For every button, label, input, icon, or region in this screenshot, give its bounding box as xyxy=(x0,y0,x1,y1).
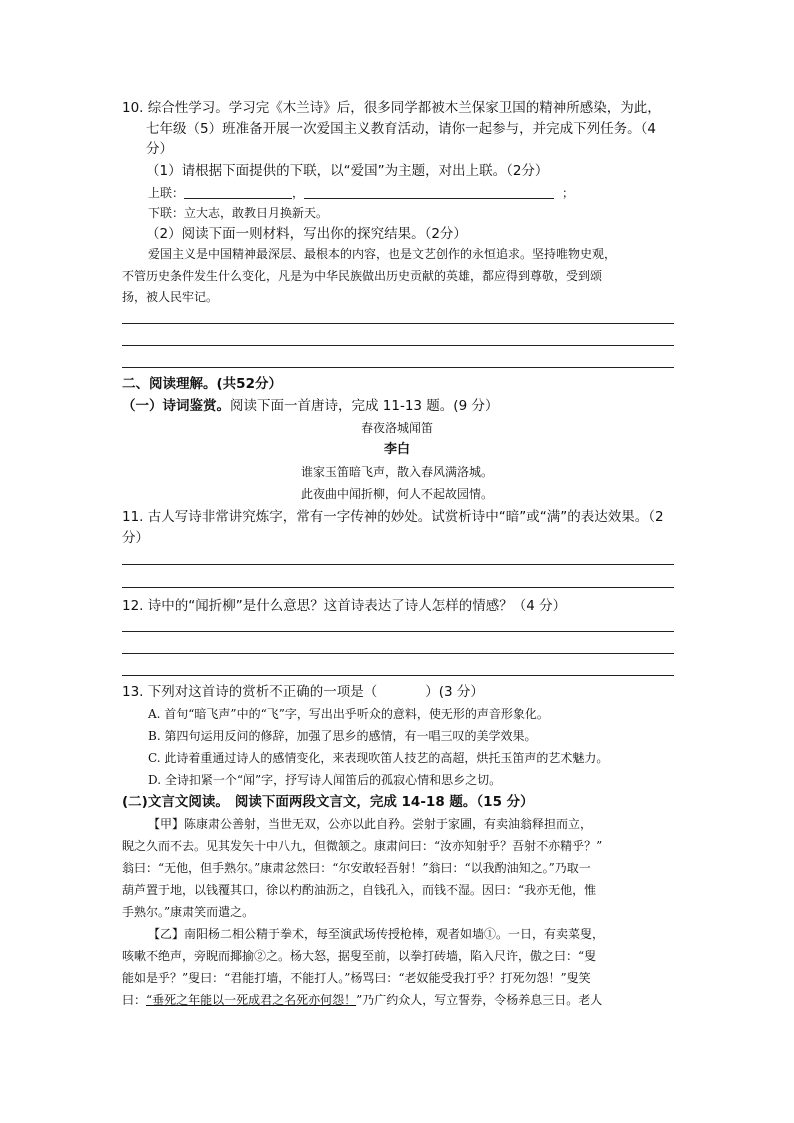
material-line3: 扬，被人民牢记。 xyxy=(122,290,219,304)
passage-yi-line3: 能如是乎？”叟曰：“君能打墙，不能打人。”杨骂曰：“老奴能受我打乎？打死勿怨！”叟笑 xyxy=(122,971,591,985)
q10-sub2: （2）阅读下面一则材料，写出你的探究结果。（2分） xyxy=(146,226,467,242)
part1-text: 阅读下面一首唐诗，完成 11-13 题。(9 分） xyxy=(230,398,499,414)
poem-author: 李白 xyxy=(383,442,410,457)
passage-jia-line1: 【甲】陈康肃公善射，当世无双，公亦以此自矜。尝射于家圃，有卖油翁释担而立， xyxy=(148,817,593,831)
section2-heading: 二、阅读理解。(共52分） xyxy=(122,376,282,392)
q13-option-c: C. 此诗着重通过诗人的感情变化，来表现吹笛人技艺的高超，烘托玉笛声的艺术魅力。 xyxy=(148,751,609,765)
passage-yi-line4 xyxy=(122,990,602,1010)
answer-line[interactable] xyxy=(122,631,674,632)
poem-line2: 此夜曲中闻折柳，何人不起故园情。 xyxy=(300,487,493,501)
upper-blank-2[interactable] xyxy=(304,184,554,199)
part2-label: (二)文言文阅读。 xyxy=(122,794,229,810)
answer-line[interactable] xyxy=(122,345,674,346)
answer-line[interactable] xyxy=(122,323,674,324)
couplet-lower: 下联：立大志，敢教日月换新天。 xyxy=(148,206,329,220)
poem-line1: 谁家玉笛暗飞声，散入春风满洛城。 xyxy=(300,465,493,479)
part2-heading xyxy=(122,792,534,812)
passage-yi-line1: 【乙】南阳杨二相公精于拳术，每至演武场传授枪棒，观者如墙①。一日，有卖菜叟， xyxy=(148,927,605,941)
q10-line3: 分） xyxy=(146,141,173,157)
passage-yi-line2: 咳嗽不绝声，旁睨而揶揄②之。杨大怒，据叟至前，以拳打砖墙，陷入尺许，傲之曰：“叟 xyxy=(122,949,597,963)
q13-stem-a: 13. 下列对这首诗的赏析不正确的一项是（ xyxy=(122,684,378,700)
q11-line2: 分） xyxy=(122,530,149,546)
answer-line[interactable] xyxy=(122,367,674,368)
q13-stem xyxy=(122,682,484,702)
q13-option-d: D. 全诗扣紧一个“闻”字，抒写诗人闻笛后的孤寂心情和思乡之切。 xyxy=(148,773,502,787)
part1-label: （一）诗词鉴赏。 xyxy=(122,398,230,414)
part2-text: 阅读下面两段文言文，完成 14-18 题。（15 分） xyxy=(234,794,534,810)
upper-label: 上联： xyxy=(148,186,185,200)
passage-jia-line4: 葫芦置于地，以钱覆其口，徐以杓酌油沥之，自钱孔入，而钱不湿。因曰：“我亦无他，惟 xyxy=(122,883,597,897)
answer-line[interactable] xyxy=(122,564,674,565)
q12-line1: 12. 诗中的“闻折柳”是什么意思？这首诗表达了诗人怎样的情感？（4 分） xyxy=(122,598,567,614)
answer-line[interactable] xyxy=(122,587,674,588)
q13-option-b: B. 第四句运用反问的修辞，加强了思乡的感情，有一唱三叹的美学效果。 xyxy=(148,729,537,743)
material-line1: 爱国主义是中国精神最深层、最根本的内容，也是文艺创作的永恒追求。坚持唯物史观， xyxy=(148,247,617,261)
couplet-upper-row xyxy=(148,183,574,203)
yi4-pre: 曰： xyxy=(122,993,147,1007)
q10-line1: 10. 综合性学习。学习完《木兰诗》后，很多同学都被木兰保家卫国的精神所感染，为此， xyxy=(122,100,661,116)
part1-heading xyxy=(122,396,498,416)
q10-line2: 七年级（5）班准备开展一次爱国主义教育活动，请你一起参与，并完成下列任务。（4 xyxy=(146,121,656,137)
q11-line1: 11. 古人写诗非常讲究炼字，常有一字传神的妙处。试赏析诗中“暗”或“满”的表达效果。（2 xyxy=(122,509,664,525)
answer-line[interactable] xyxy=(122,653,674,654)
underlined-sentence: “垂死之年能以一死成君之名死亦何怨！ xyxy=(146,993,357,1007)
upper-blank-1[interactable] xyxy=(184,184,292,199)
q13-option-a: A. 首句“暗飞声”中的“飞”字，写出出乎听众的意料，使无形的声音形象化。 xyxy=(148,707,549,721)
upper-semicolon: ； xyxy=(562,186,575,200)
yi4-post: ”乃广约众人，写立誓券，令杨养息三日。老人 xyxy=(356,993,603,1007)
passage-jia-line3: 翁曰：“无他，但手熟尔。”康肃忿然曰：“尔安敢轻吾射！”翁曰：“以我酌油知之。”乃取一 xyxy=(122,861,591,875)
material-line2: 不管历史条件发生什么变化，凡是为中华民族做出历史贡献的英雄，都应得到尊敬，受到颂 xyxy=(122,269,603,283)
passage-jia-line2: 睨之久而不去。见其发矢十中八九，但微颔之。康肃问曰：“汝亦知射乎？吾射不亦精乎？” xyxy=(122,839,603,853)
q13-stem-b: ）(3 分） xyxy=(425,684,484,700)
upper-comma: ， xyxy=(292,186,305,200)
answer-line[interactable] xyxy=(122,675,674,676)
passage-jia-line5: 手熟尔。”康肃笑而遣之。 xyxy=(122,905,255,919)
poem-title: 春夜洛城闻笛 xyxy=(360,421,433,435)
q10-sub1: （1）请根据下面提供的下联，以“爱国”为主题，对出上联。（2分） xyxy=(146,163,549,179)
